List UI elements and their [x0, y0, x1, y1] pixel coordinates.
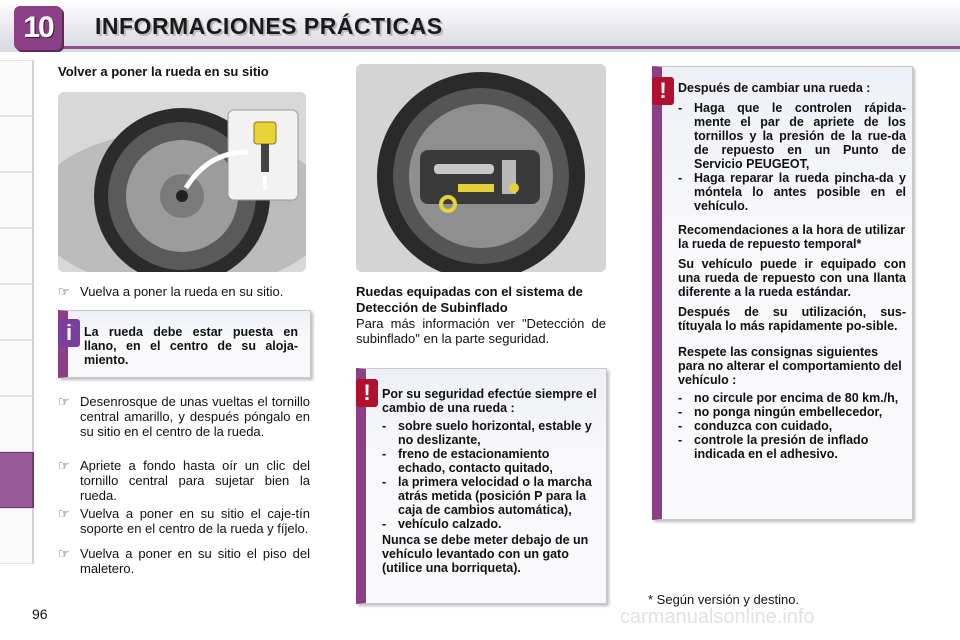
chapter-tab[interactable]: [0, 396, 34, 452]
list-item: [58, 546, 310, 576]
chapter-tab[interactable]: [0, 172, 34, 228]
hand-pointer-icon: ☞: [58, 284, 70, 299]
chapter-badge: [14, 6, 62, 50]
info-text: La rueda debe estar puesta en llano, en el centro de su aloja-miento.: [84, 325, 298, 367]
section-heading: Volver a poner la rueda en su sitio: [58, 64, 269, 79]
warning-box: [356, 368, 607, 604]
body-text: Para más información ver "Detección de subinflado" en la parte seguridad.: [356, 316, 606, 346]
box-item-text: no circule por encima de 80 km./h,: [694, 391, 899, 405]
list-item: [58, 284, 310, 299]
list-item-text: Vuelva a poner en su sitio el piso del maletero.: [80, 546, 310, 576]
box-paragraph: Su vehículo puede ir equipado con una rueda de repuesto con una llanta diferente a la rueda estándar.: [678, 257, 906, 299]
section-heading: Ruedas equipadas con el sistema de Detección de Subinflado: [356, 284, 583, 315]
chapter-tabs: [0, 60, 36, 580]
warning-item-text: vehículo calzado.: [398, 517, 502, 531]
list-item: [58, 458, 310, 503]
warning-item: - sobre suelo horizontal, estable y no deslizante,: [382, 419, 592, 447]
page-number: 96: [32, 606, 48, 622]
box-item: - Haga reparar la rueda pincha-da y móntela lo antes posible en el vehículo.: [678, 171, 906, 213]
warning-icon: !: [652, 77, 674, 105]
tool-kit-illustration: [356, 64, 606, 272]
info-box: [58, 310, 311, 378]
warning-item: - freno de estacionamiento echado, contacto quitado,: [382, 447, 553, 475]
list-item: [58, 506, 310, 536]
hand-pointer-icon: ☞: [58, 546, 70, 561]
box-item-text: Haga reparar la rueda pincha-da y móntela lo antes posible en el vehículo.: [694, 171, 906, 213]
chapter-tab[interactable]: [0, 508, 34, 564]
list-item: [58, 394, 310, 439]
warning-item: - vehículo calzado.: [382, 517, 502, 531]
hand-pointer-icon: ☞: [58, 506, 70, 521]
spare-wheel-illustration: [58, 92, 306, 272]
box-item-text: no ponga ningún embellecedor,: [694, 405, 883, 419]
chapter-tab[interactable]: [0, 116, 34, 172]
page-title: INFORMACIONES PRÁCTICAS: [95, 13, 443, 39]
box-title: Recomendaciones a la hora de utilizar la rueda de repuesto temporal*: [678, 223, 906, 251]
box-title: Después de cambiar una rueda :: [678, 81, 871, 95]
warning-title: Por su seguridad efectúe siempre el cambio de una rueda :: [382, 387, 597, 415]
list-item-text: Vuelva a poner la rueda en su sitio.: [80, 284, 284, 299]
box-item-text: conduzca con cuidado,: [694, 419, 833, 433]
box-item-text: controle la presión de inflado indicada en el adhesivo.: [694, 433, 869, 461]
chapter-tab[interactable]: [0, 228, 34, 284]
warning-item-text: freno de estacionamiento echado, contacto quitado,: [398, 447, 553, 475]
chapter-tab[interactable]: [0, 340, 34, 396]
footnote: * Según versión y destino.: [648, 592, 800, 607]
warning-icon: !: [356, 379, 378, 407]
hand-pointer-icon: ☞: [58, 394, 70, 409]
list-item-text: Apriete a fondo hasta oír un clic del tornillo central para sujetar bien la rueda.: [80, 458, 310, 503]
warning-box: [652, 66, 913, 520]
box-paragraph: Después de su utilización, sus-títuyala lo más rapidamente po-sible.: [678, 305, 906, 333]
header-rule: [60, 46, 960, 49]
box-item-text: Haga que le controlen rápida-mente el par de apriete de los tornillos y la presión de la rue-da de repuesto en un Punto de Servicio PEUGEOT,: [694, 101, 906, 171]
list-item-text: Vuelva a poner en su sitio el caje-tín soporte en el centro de la rueda y fíjelo.: [80, 506, 310, 536]
chapter-tab[interactable]: [0, 284, 34, 340]
warning-item: - la primera velocidad o la marcha atrás metida (posición P para la caja de cambios automática),: [382, 475, 592, 517]
hand-pointer-icon: ☞: [58, 458, 70, 473]
watermark: carmanualsonline.info: [620, 606, 815, 628]
box-item: - controle la presión de inflado indicada en el adhesivo.: [678, 433, 869, 461]
warning-item-text: sobre suelo horizontal, estable y no deslizante,: [398, 419, 592, 447]
info-icon: i: [58, 319, 80, 347]
warning-item-text: la primera velocidad o la marcha atrás metida (posición P para la caja de cambios automática),: [398, 475, 592, 517]
chapter-tab[interactable]: [0, 60, 34, 116]
box-item: - no circule por encima de 80 km./h,: [678, 391, 899, 405]
warning-footer: Nunca se debe meter debajo de un vehículo levantado con un gato (utilice una borriqueta).: [382, 533, 589, 575]
chapter-tab-active[interactable]: [0, 452, 34, 508]
chapter-number: 10: [23, 11, 53, 44]
list-item-text: Desenrosque de unas vueltas el tornillo central amarillo, y después póngalo en su sitio en el centro de la rueda.: [80, 394, 310, 439]
box-item: - no ponga ningún embellecedor,: [678, 405, 883, 419]
box-paragraph: Respete las consignas siguientes para no alterar el comportamiento del vehículo :: [678, 345, 902, 387]
box-item: - Haga que le controlen rápida-mente el par de apriete de los tornillos y la presión de la rue-da de repuesto en un Punto de Servicio PEUGEOT,: [678, 101, 906, 171]
box-item: - conduzca con cuidado,: [678, 419, 833, 433]
